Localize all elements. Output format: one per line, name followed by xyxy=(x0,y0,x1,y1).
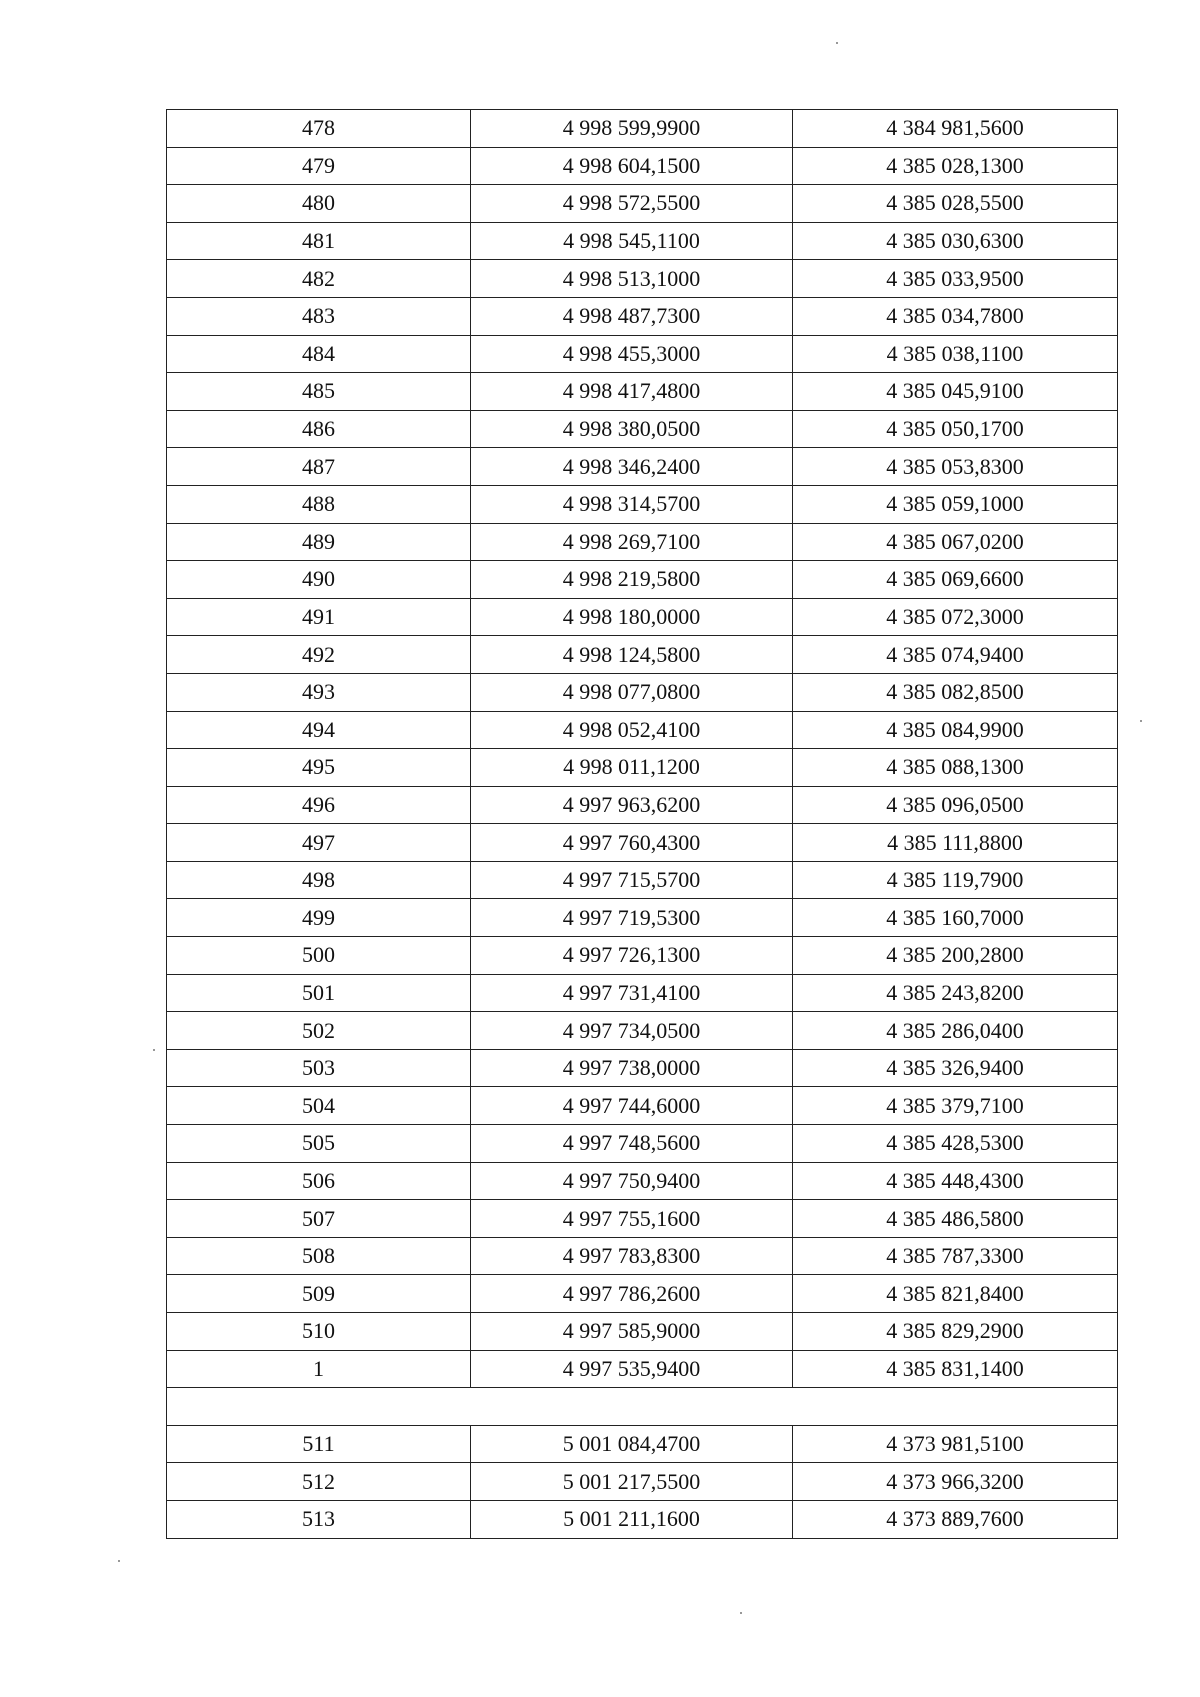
x-coordinate-cell: 4 997 535,9400 xyxy=(471,1350,793,1388)
x-coordinate-cell: 4 997 719,5300 xyxy=(471,899,793,937)
x-coordinate-cell: 4 998 455,3000 xyxy=(471,335,793,373)
y-coordinate-cell: 4 385 119,7900 xyxy=(793,861,1118,899)
table-row xyxy=(167,1350,1118,1388)
x-coordinate-cell: 4 997 715,5700 xyxy=(471,861,793,899)
x-coordinate-cell: 4 998 380,0500 xyxy=(471,410,793,448)
x-coordinate-cell: 4 998 011,1200 xyxy=(471,749,793,787)
y-coordinate-cell: 4 385 286,0400 xyxy=(793,1012,1118,1050)
scan-speck xyxy=(740,1612,742,1614)
coordinates-block-a xyxy=(167,110,1118,1388)
x-coordinate-cell: 4 998 180,0000 xyxy=(471,598,793,636)
x-coordinate-cell: 4 997 786,2600 xyxy=(471,1275,793,1313)
x-coordinate-cell: 4 997 726,1300 xyxy=(471,937,793,975)
table-row xyxy=(167,974,1118,1012)
point-number-cell: 504 xyxy=(167,1087,471,1125)
y-coordinate-cell: 4 385 829,2900 xyxy=(793,1313,1118,1351)
point-number-cell: 484 xyxy=(167,335,471,373)
y-coordinate-cell: 4 385 028,1300 xyxy=(793,147,1118,185)
y-coordinate-cell: 4 385 448,4300 xyxy=(793,1162,1118,1200)
point-number-cell: 503 xyxy=(167,1049,471,1087)
y-coordinate-cell: 4 385 028,5500 xyxy=(793,185,1118,223)
table-row xyxy=(167,1012,1118,1050)
table-row xyxy=(167,410,1118,448)
y-coordinate-cell: 4 385 069,6600 xyxy=(793,561,1118,599)
x-coordinate-cell: 4 998 545,1100 xyxy=(471,222,793,260)
x-coordinate-cell: 4 998 417,4800 xyxy=(471,373,793,411)
table-row xyxy=(167,1275,1118,1313)
y-coordinate-cell: 4 385 074,9400 xyxy=(793,636,1118,674)
point-number-cell: 507 xyxy=(167,1200,471,1238)
x-coordinate-cell: 4 997 783,8300 xyxy=(471,1237,793,1275)
point-number-cell: 487 xyxy=(167,448,471,486)
y-coordinate-cell: 4 385 160,7000 xyxy=(793,899,1118,937)
point-number-cell: 513 xyxy=(167,1500,471,1538)
point-number-cell: 490 xyxy=(167,561,471,599)
table-row xyxy=(167,899,1118,937)
table-row xyxy=(167,561,1118,599)
x-coordinate-cell: 4 997 734,0500 xyxy=(471,1012,793,1050)
table-row xyxy=(167,260,1118,298)
point-number-cell: 501 xyxy=(167,974,471,1012)
point-number-cell: 486 xyxy=(167,410,471,448)
x-coordinate-cell: 5 001 211,1600 xyxy=(471,1500,793,1538)
coordinates-table xyxy=(166,109,1118,1539)
y-coordinate-cell: 4 385 379,7100 xyxy=(793,1087,1118,1125)
table-row xyxy=(167,824,1118,862)
x-coordinate-cell: 4 997 750,9400 xyxy=(471,1162,793,1200)
x-coordinate-cell: 4 997 744,6000 xyxy=(471,1087,793,1125)
y-coordinate-cell: 4 373 889,7600 xyxy=(793,1500,1118,1538)
table-row xyxy=(167,1162,1118,1200)
x-coordinate-cell: 4 998 219,5800 xyxy=(471,561,793,599)
table-row xyxy=(167,185,1118,223)
point-number-cell: 481 xyxy=(167,222,471,260)
y-coordinate-cell: 4 385 326,9400 xyxy=(793,1049,1118,1087)
table-row xyxy=(167,1425,1118,1463)
y-coordinate-cell: 4 385 821,8400 xyxy=(793,1275,1118,1313)
x-coordinate-cell: 4 997 963,6200 xyxy=(471,786,793,824)
table-row xyxy=(167,335,1118,373)
x-coordinate-cell: 4 998 604,1500 xyxy=(471,147,793,185)
point-number-cell: 493 xyxy=(167,673,471,711)
y-coordinate-cell: 4 385 072,3000 xyxy=(793,598,1118,636)
table-row xyxy=(167,1313,1118,1351)
point-number-cell: 497 xyxy=(167,824,471,862)
point-number-cell: 500 xyxy=(167,937,471,975)
table-row xyxy=(167,110,1118,148)
table-row xyxy=(167,1049,1118,1087)
point-number-cell: 478 xyxy=(167,110,471,148)
y-coordinate-cell: 4 373 966,3200 xyxy=(793,1463,1118,1501)
point-number-cell: 510 xyxy=(167,1313,471,1351)
point-number-cell: 488 xyxy=(167,485,471,523)
point-number-cell: 498 xyxy=(167,861,471,899)
x-coordinate-cell: 5 001 217,5500 xyxy=(471,1463,793,1501)
y-coordinate-cell: 4 385 111,8800 xyxy=(793,824,1118,862)
y-coordinate-cell: 4 385 030,6300 xyxy=(793,222,1118,260)
y-coordinate-cell: 4 385 050,1700 xyxy=(793,410,1118,448)
separator-cell xyxy=(167,1388,1118,1426)
table-row xyxy=(167,1237,1118,1275)
table-row xyxy=(167,1125,1118,1163)
table-row xyxy=(167,861,1118,899)
point-number-cell: 502 xyxy=(167,1012,471,1050)
table-row xyxy=(167,786,1118,824)
point-number-cell: 499 xyxy=(167,899,471,937)
table-row xyxy=(167,1087,1118,1125)
y-coordinate-cell: 4 385 033,9500 xyxy=(793,260,1118,298)
y-coordinate-cell: 4 385 067,0200 xyxy=(793,523,1118,561)
scan-speck xyxy=(836,42,838,44)
separator-row xyxy=(167,1388,1118,1426)
y-coordinate-cell: 4 373 981,5100 xyxy=(793,1425,1118,1463)
y-coordinate-cell: 4 385 088,1300 xyxy=(793,749,1118,787)
point-number-cell: 485 xyxy=(167,373,471,411)
point-number-cell: 482 xyxy=(167,260,471,298)
table-row xyxy=(167,937,1118,975)
table-row xyxy=(167,222,1118,260)
x-coordinate-cell: 4 998 599,9900 xyxy=(471,110,793,148)
y-coordinate-cell: 4 384 981,5600 xyxy=(793,110,1118,148)
y-coordinate-cell: 4 385 243,8200 xyxy=(793,974,1118,1012)
x-coordinate-cell: 4 998 572,5500 xyxy=(471,185,793,223)
point-number-cell: 480 xyxy=(167,185,471,223)
x-coordinate-cell: 4 997 585,9000 xyxy=(471,1313,793,1351)
x-coordinate-cell: 4 998 124,5800 xyxy=(471,636,793,674)
scan-speck xyxy=(118,1560,120,1562)
y-coordinate-cell: 4 385 096,0500 xyxy=(793,786,1118,824)
y-coordinate-cell: 4 385 038,1100 xyxy=(793,335,1118,373)
x-coordinate-cell: 4 998 269,7100 xyxy=(471,523,793,561)
point-number-cell: 505 xyxy=(167,1125,471,1163)
point-number-cell: 492 xyxy=(167,636,471,674)
x-coordinate-cell: 4 998 346,2400 xyxy=(471,448,793,486)
x-coordinate-cell: 4 998 314,5700 xyxy=(471,485,793,523)
table-row xyxy=(167,523,1118,561)
point-number-cell: 506 xyxy=(167,1162,471,1200)
point-number-cell: 491 xyxy=(167,598,471,636)
x-coordinate-cell: 4 998 513,1000 xyxy=(471,260,793,298)
point-number-cell: 489 xyxy=(167,523,471,561)
y-coordinate-cell: 4 385 200,2800 xyxy=(793,937,1118,975)
y-coordinate-cell: 4 385 428,5300 xyxy=(793,1125,1118,1163)
table-row xyxy=(167,1463,1118,1501)
table-row xyxy=(167,297,1118,335)
x-coordinate-cell: 4 997 755,1600 xyxy=(471,1200,793,1238)
table-row xyxy=(167,711,1118,749)
x-coordinate-cell: 4 997 760,4300 xyxy=(471,824,793,862)
table-row xyxy=(167,448,1118,486)
y-coordinate-cell: 4 385 831,1400 xyxy=(793,1350,1118,1388)
point-number-cell: 494 xyxy=(167,711,471,749)
point-number-cell: 1 xyxy=(167,1350,471,1388)
x-coordinate-cell: 4 997 748,5600 xyxy=(471,1125,793,1163)
table-row xyxy=(167,636,1118,674)
point-number-cell: 483 xyxy=(167,297,471,335)
point-number-cell: 496 xyxy=(167,786,471,824)
y-coordinate-cell: 4 385 084,9900 xyxy=(793,711,1118,749)
y-coordinate-cell: 4 385 045,9100 xyxy=(793,373,1118,411)
x-coordinate-cell: 4 998 077,0800 xyxy=(471,673,793,711)
table-row xyxy=(167,1200,1118,1238)
table-row xyxy=(167,147,1118,185)
y-coordinate-cell: 4 385 082,8500 xyxy=(793,673,1118,711)
scan-speck xyxy=(153,1049,155,1051)
x-coordinate-cell: 4 998 487,7300 xyxy=(471,297,793,335)
table-row xyxy=(167,373,1118,411)
y-coordinate-cell: 4 385 787,3300 xyxy=(793,1237,1118,1275)
y-coordinate-cell: 4 385 059,1000 xyxy=(793,485,1118,523)
y-coordinate-cell: 4 385 486,5800 xyxy=(793,1200,1118,1238)
point-number-cell: 511 xyxy=(167,1425,471,1463)
table-row xyxy=(167,1500,1118,1538)
table-row xyxy=(167,749,1118,787)
block-separator xyxy=(167,1388,1118,1426)
x-coordinate-cell: 4 997 738,0000 xyxy=(471,1049,793,1087)
point-number-cell: 508 xyxy=(167,1237,471,1275)
table-row xyxy=(167,485,1118,523)
x-coordinate-cell: 4 997 731,4100 xyxy=(471,974,793,1012)
point-number-cell: 479 xyxy=(167,147,471,185)
point-number-cell: 512 xyxy=(167,1463,471,1501)
coordinates-block-b xyxy=(167,1425,1118,1538)
x-coordinate-cell: 5 001 084,4700 xyxy=(471,1425,793,1463)
y-coordinate-cell: 4 385 034,7800 xyxy=(793,297,1118,335)
table-row xyxy=(167,673,1118,711)
x-coordinate-cell: 4 998 052,4100 xyxy=(471,711,793,749)
table-row xyxy=(167,598,1118,636)
y-coordinate-cell: 4 385 053,8300 xyxy=(793,448,1118,486)
scan-speck xyxy=(1140,720,1142,722)
point-number-cell: 509 xyxy=(167,1275,471,1313)
point-number-cell: 495 xyxy=(167,749,471,787)
